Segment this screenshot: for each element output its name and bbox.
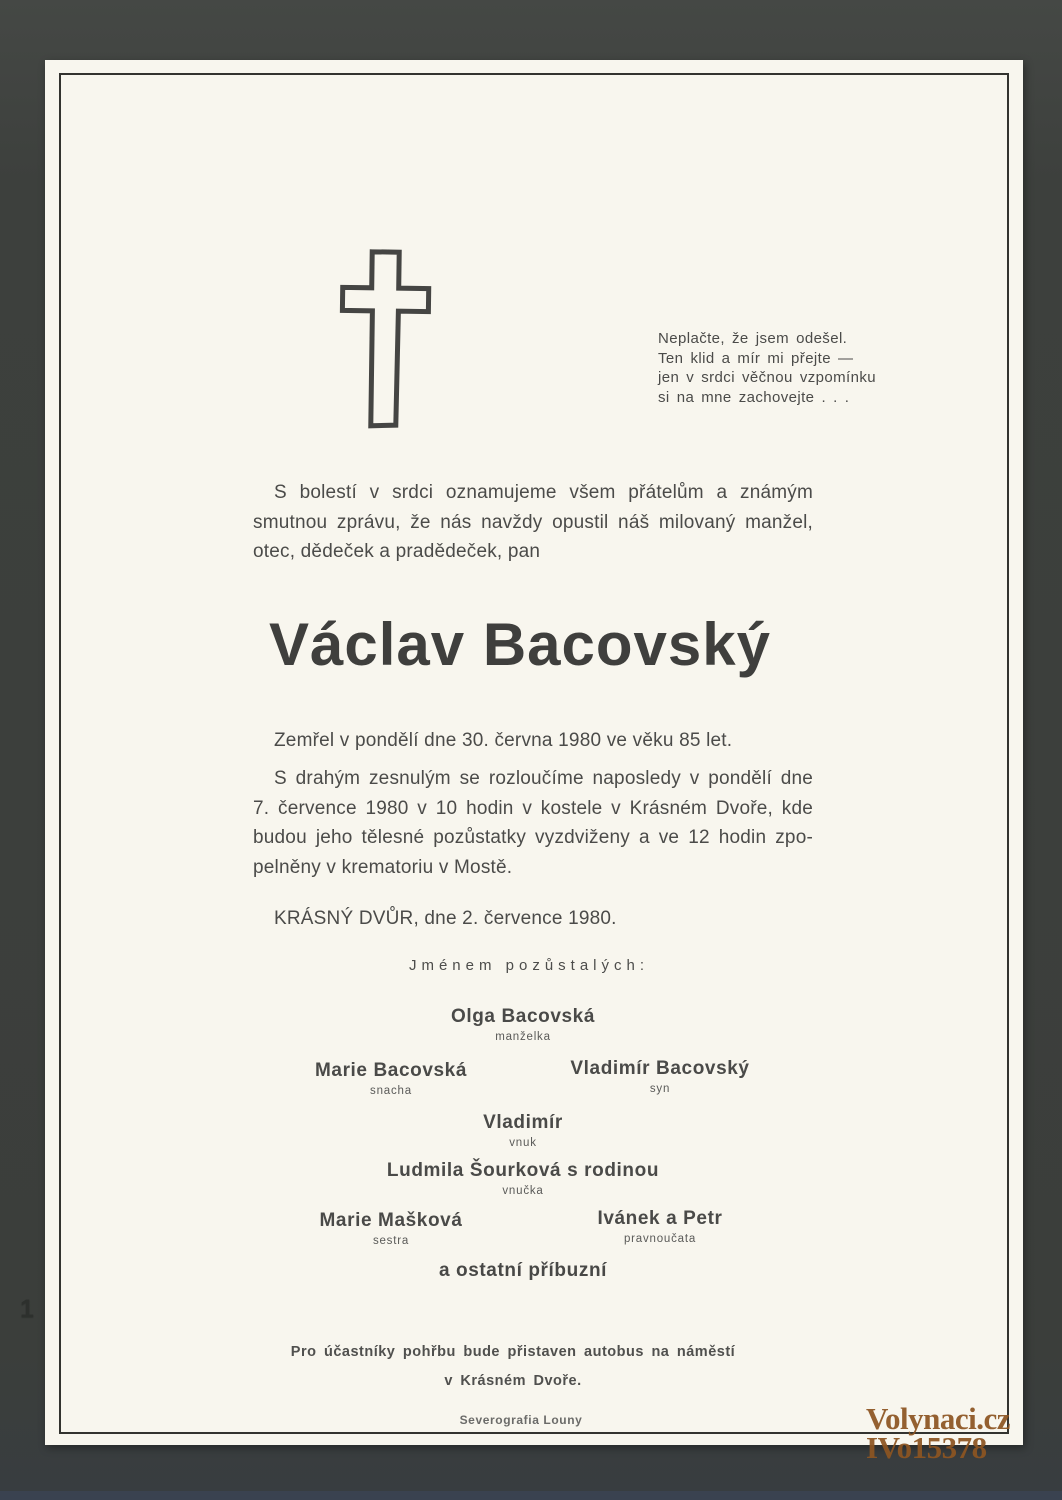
margin-page-number: 1 [20, 1295, 34, 1323]
bus-notice: Pro účastníky pohřbu bude přistaven autobus na náměstí v Krásném Dvoře. [290, 1344, 736, 1389]
poem-line: jen v srdci věčnou vzpomínku [658, 369, 876, 386]
place-dateline: KRÁSNÝ DVŮR, dne 2. července 1980. [274, 908, 617, 929]
death-notice: Zemřel v pondělí dne 30. června 1980 ve věku 85 let. [274, 730, 733, 751]
scan-edge-strip [0, 1491, 1062, 1500]
memorial-poem [658, 329, 876, 407]
announcement-paragraph: S bolestí v srdci oznamujeme všem přátelům a známým smutnou zprávu, že nás navždy opustil náš milovaný manžel, otec, dědeček a pradědeček, pan [253, 482, 813, 562]
survivor-great-grandchildren: Ivánek a Petr pravnoučata [597, 1208, 723, 1245]
funeral-details-paragraph: S drahým zesnulým se rozloučíme naposledy v pondělí dne 7. července 1980 v 10 hodin v kostele v Krásném Dvoře, kde budou jeho tělesné pozůstatky vyzdviženy a ve 12 hodin zpo- pelněny v krematoriu v Mostě. [253, 768, 813, 878]
cross-icon [338, 248, 433, 429]
survivor-grandson: Vladimír vnuk [483, 1112, 563, 1149]
watermark-site: Volynaci.cz [866, 1401, 1011, 1436]
poem-line: Neplačte, že jsem odešel. [658, 330, 848, 347]
closing-line: a ostatní příbuzní [438, 1260, 608, 1281]
survivor-sister: Marie Mašková sestra [319, 1210, 463, 1247]
survivor-wife: Olga Bacovská manželka [450, 1006, 596, 1043]
poem-line: si na mne zachovejte . . . [658, 388, 850, 406]
watermark [866, 1401, 1011, 1465]
poem-line: Ten klid a mír mi přejte — [658, 349, 854, 367]
watermark-id: IVo15378 [866, 1430, 987, 1465]
survivor-daughter-in-law: Marie Bacovská snacha [314, 1060, 468, 1097]
survivors-heading: Jménem pozůstalých: [408, 957, 650, 974]
survivor-son: Vladimír Bacovský syn [570, 1058, 750, 1095]
funeral-card [45, 60, 1023, 1445]
survivor-granddaughter: Ludmila Šourková s rodinou vnučka [386, 1160, 660, 1197]
printer-imprint: Severografia Louny [459, 1413, 583, 1427]
deceased-name: Václav Bacovský [268, 611, 772, 678]
